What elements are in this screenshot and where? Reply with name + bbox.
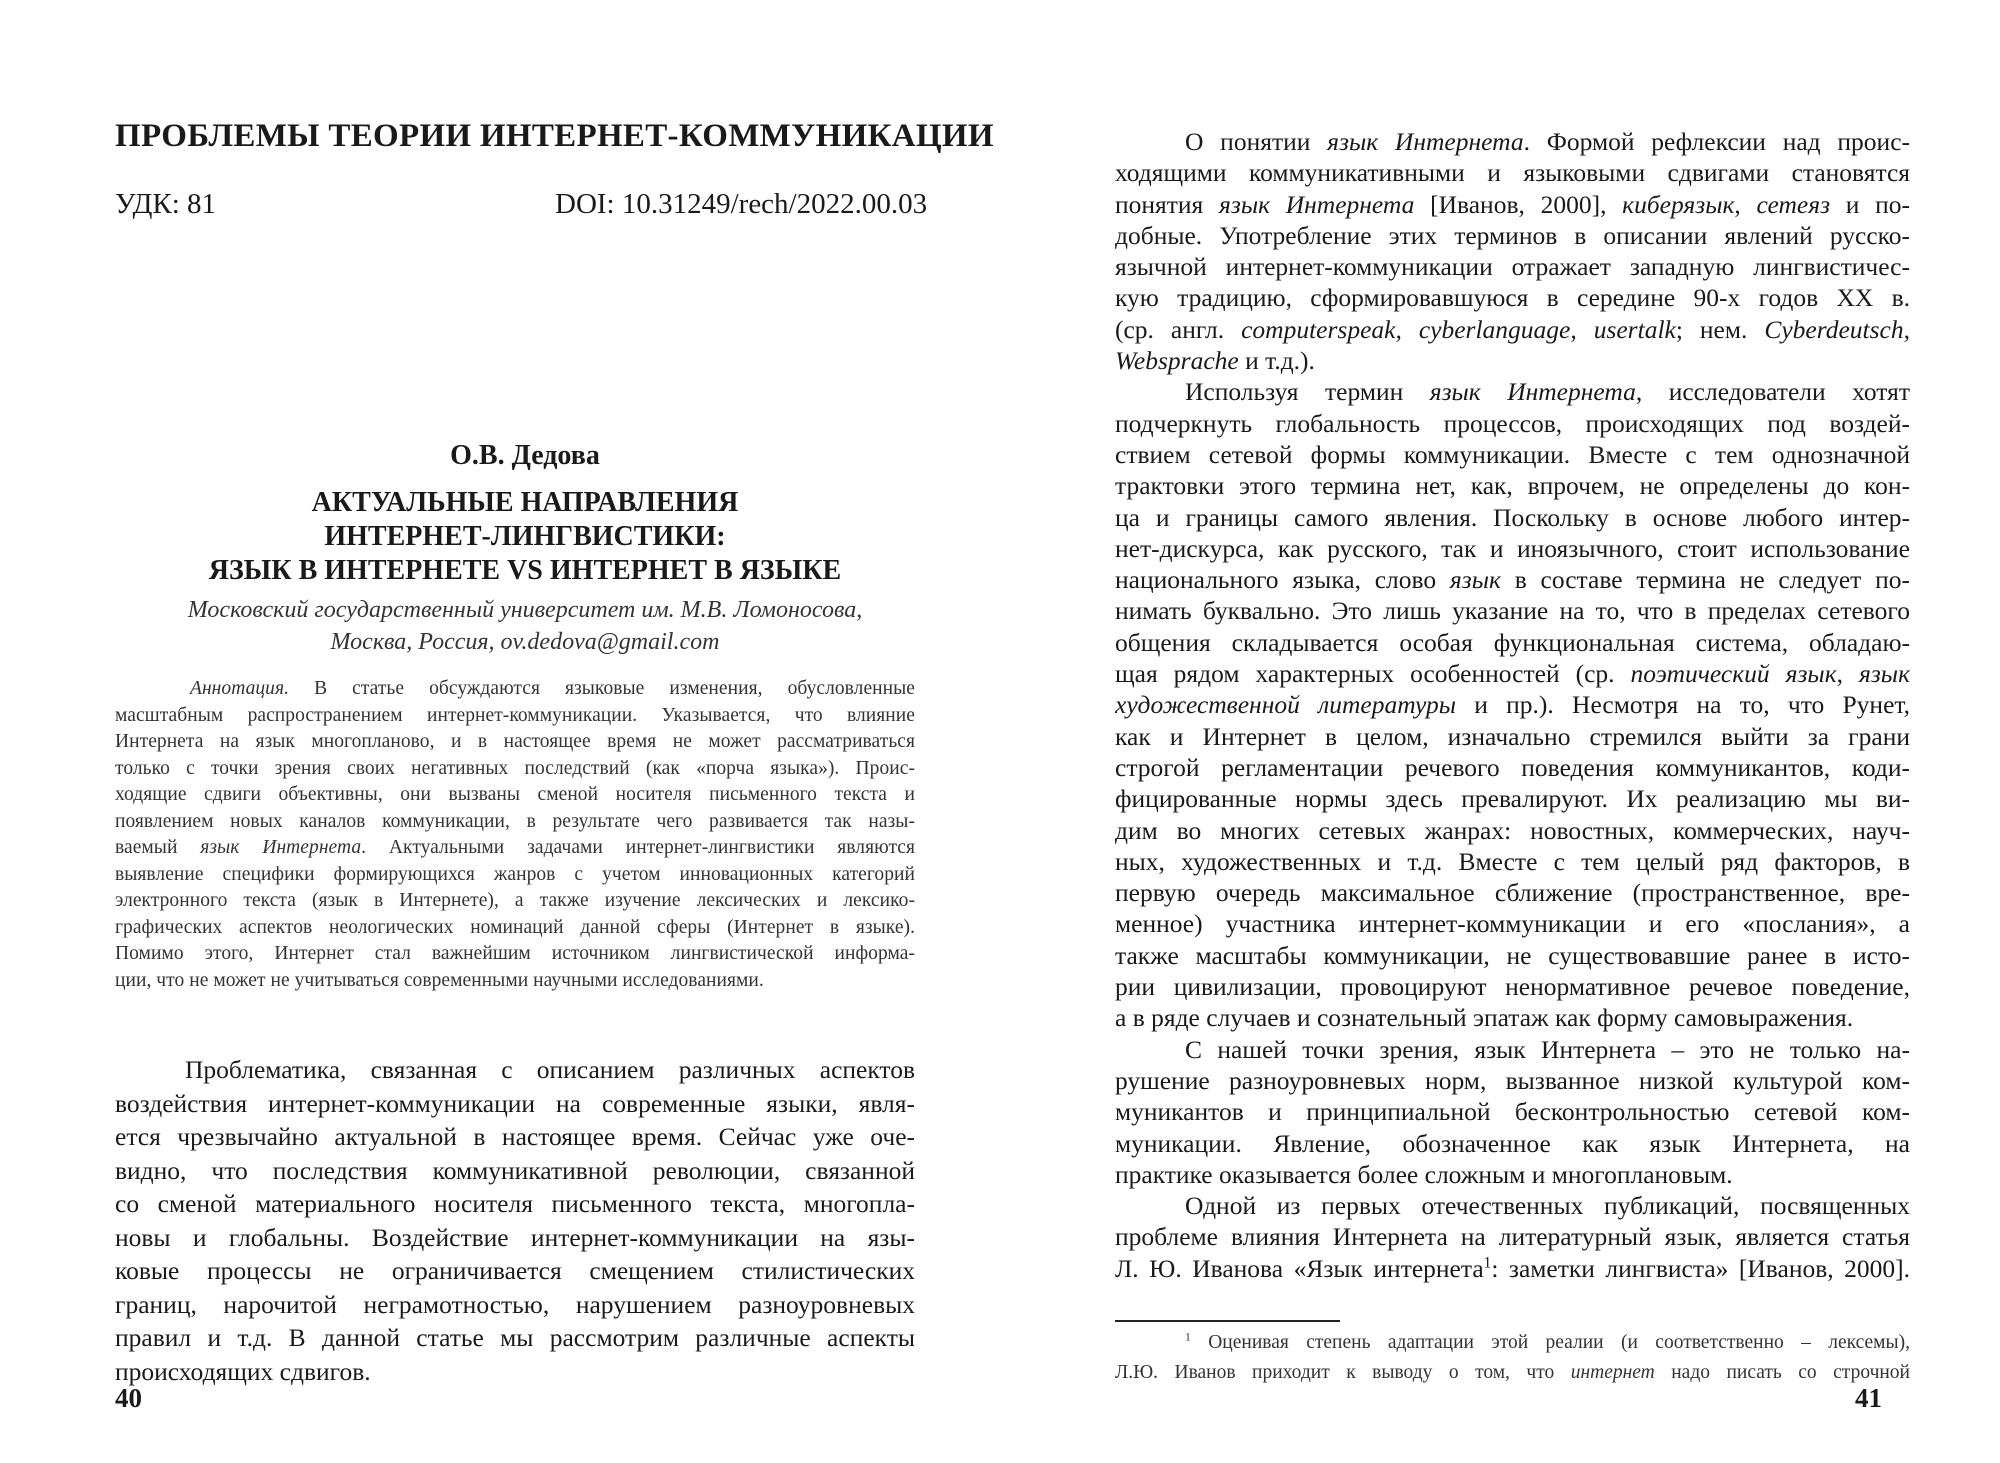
body-line: происходящих сдвигов.: [115, 1356, 371, 1386]
abstract-line: ции, что не может не учитываться современными научными исследованиями.: [115, 969, 764, 991]
body-line: национального языка, слово язык в составе термина не следует по-: [1115, 565, 1910, 595]
abstract-line: выявление специфики формирующихся жанров с учетом инновационных категорий: [115, 863, 915, 885]
article-title: [115, 486, 935, 588]
body-line: дим во многих сетевых жанрах: новостных, коммерческих, науч-: [1115, 815, 1910, 845]
body-line: Одной из первых отечественных публикаций, посвященных: [1185, 1191, 1910, 1221]
abstract-line: ходящие сдвиги объективны, они вызваны сменой носителя письменного текста и: [115, 784, 915, 805]
abstract-line: ваемый язык Интернета. Актуальными задачами интернет-лингвистики являются: [115, 837, 915, 858]
author-name: О.В. Дедова: [450, 440, 600, 471]
body-line: Websprache и т.д.).: [1115, 346, 1315, 376]
body-line: муникации. Явление, обозначенное как язык Интернета, на: [1115, 1128, 1910, 1158]
body-line: воздействия интернет-коммуникации на современные языки, явля-: [115, 1088, 915, 1118]
section-title: ПРОБЛЕМЫ ТЕОРИИ ИНТЕРНЕТ-КОММУНИКАЦИИ: [115, 118, 994, 154]
abstract-line: Помимо этого, Интернет стал важнейшим источником лингвистической информа-: [115, 943, 915, 964]
body-line: границ, нарочитой неграмотностью, нарушением разноуровневых: [115, 1289, 915, 1319]
abstract-line: электронного текста (язык в Интернете), а также изучение лексических и лексико-: [115, 890, 915, 911]
body-line: художественной литературы и пр.). Несмотря на то, что Рунет,: [1115, 690, 1910, 720]
right-page: [1000, 0, 2000, 1463]
abstract-line: Интернета на язык многопланово, и в настоящее время не может рассматриваться: [115, 731, 915, 752]
body-line: С нашей точки зрения, язык Интернета – это не только на-: [1185, 1034, 1910, 1064]
body-line: ется чрезвычайно актуальной в настоящее время. Сейчас уже оче-: [115, 1122, 915, 1151]
article-title-line: ИНТЕРНЕТ-ЛИНГВИСТИКИ:: [324, 521, 726, 552]
body-line: ковые процессы не ограничивается смещением стилистических: [115, 1256, 915, 1285]
abstract-line: появлением новых каналов коммуникации, в результате чего развивается так назы-: [115, 810, 915, 832]
body-text-right: [1115, 126, 1910, 1284]
body-line: Проблематика, связанная с описанием различных аспектов: [185, 1055, 915, 1084]
body-line: рушение разноуровневых норм, вызванное низкой культурой ком-: [1115, 1065, 1910, 1095]
body-line: подчеркнуть глобальность процессов, происходящих под воздей-: [1115, 408, 1910, 438]
article-title-line: ЯЗЫК В ИНТЕРНЕТЕ VS ИНТЕРНЕТ В ЯЗЫКЕ: [208, 555, 842, 586]
page-number: 40: [115, 1383, 142, 1413]
body-line: строгой регламентации речевого поведения коммуникантов, коди-: [1115, 752, 1910, 782]
body-line: кую традицию, сформировавшуюся в середине 90-х годов XX в.: [1115, 283, 1910, 313]
body-line: щая рядом характерных особенностей (ср. поэтический язык, язык: [1115, 659, 1910, 689]
page-number: 41: [1855, 1383, 1882, 1413]
body-line: также масштабы коммуникации, не существовавшие ранее в исто-: [1115, 940, 1910, 970]
body-line: фицированные нормы здесь превалируют. Их реализацию мы ви-: [1115, 784, 1910, 814]
footnote-divider: [1115, 1320, 1340, 1322]
body-line: нет-дискурса, как русского, так и иноязычного, стоит использование: [1115, 533, 1910, 563]
article-title-line: АКТУАЛЬНЫЕ НАПРАВЛЕНИЯ: [311, 487, 739, 518]
abstract-line: только с точки зрения своих негативных последствий (как «порча языка»). Проис-: [115, 757, 915, 779]
body-line: Л. Ю. Иванова «Язык интернета$^1$: заметки лингвиста» [Иванов, 2000].: [1115, 1253, 1910, 1283]
footnote-ref[interactable]: 1: [1483, 1254, 1492, 1272]
body-line: со сменой материального носителя письменного текста, многопла-: [115, 1189, 915, 1218]
body-line: (ср. англ. computerspeak, cyberlanguage, usertalk; нем. Cyberdeutsch,: [1115, 314, 1910, 344]
body-line: ходящими коммуникативными и языковыми сдвигами становятся: [1115, 158, 1910, 188]
body-line: правил и т.д. В данной статье мы рассмотрим различные аспекты: [115, 1323, 915, 1352]
body-line: нимать буквально. Это лишь указание на то, что в пределах сетевого: [1115, 596, 1910, 626]
body-line: а в ряде случаев и сознательный эпатаж как форму самовыражения.: [1115, 1003, 1854, 1033]
body-line: проблеме влияния Интернета на литературный язык, является статья: [1115, 1222, 1910, 1252]
udk-code: УДК: 81: [115, 188, 217, 220]
footnote-line: Л.Ю. Иванов приходит к выводу о том, что интернет надо писать со строчной: [1115, 1362, 1910, 1383]
footnote-line: $^1$ Оценивая степень адаптации этой реалии (и соответственно – лексемы),: [1185, 1330, 1910, 1353]
body-line: рии цивилизации, провоцируют ненормативное речевое поведение,: [1115, 972, 1910, 1002]
body-line: практике оказывается более сложным и многоплановым.: [1115, 1159, 1733, 1189]
abstract-label: Аннотация.: [190, 678, 290, 699]
body-line: общения складывается особая функциональная система, обладаю-: [1115, 627, 1910, 657]
body-line: язычной интернет-коммуникации отражает западную лингвистичес-: [1115, 252, 1910, 282]
body-line: ных, художественных и т.д. Вместе с тем целый ряд факторов, в: [1115, 846, 1910, 876]
abstract-line: Аннотация. В статье обсуждаются языковые изменения, обусловленные: [190, 678, 915, 699]
body-line: О понятии язык Интернета. Формой рефлексии над проис-: [1185, 127, 1910, 156]
body-line: добные. Употребление этих терминов в описании явлений русско-: [1115, 220, 1910, 250]
body-line: менное) участника интернет-коммуникации и его «послания», а: [1115, 909, 1910, 939]
body-line: понятия язык Интернета [Иванов, 2000], киберязык, сетеяз и по-: [1115, 189, 1910, 219]
affiliation-line: Москва, Россия, ov.dedova@gmail.com: [330, 629, 720, 655]
abstract-line: графических аспектов неологических номинаций данной сферы (Интернет в языке).: [115, 916, 915, 938]
abstract-line: масштабным распространением интернет-коммуникации. Указывается, что влияние: [115, 704, 915, 726]
doi: DOI: 10.31249/rech/2022.00.03: [555, 188, 928, 220]
body-line: ца и границы самого явления. Поскольку в основе любого интер-: [1115, 502, 1910, 532]
body-line: трактовки этого термина нет, как, впрочем, не определены до кон-: [1115, 471, 1910, 501]
body-line: первую очередь максимальное сближение (пространственное, вре-: [1115, 878, 1910, 908]
body-line: ствием сетевой формы коммуникации. Вместе с тем однозначной: [1115, 439, 1910, 469]
body-text-left: [115, 1053, 915, 1388]
footnote: [1115, 1328, 1910, 1388]
body-line: как и Интернет в целом, изначально стремился выйти за грани: [1115, 721, 1910, 751]
body-line: Используя термин язык Интернета, исследователи хотят: [1185, 377, 1910, 407]
affiliation: [115, 594, 935, 658]
body-line: муникантов и принципиальной бесконтрольностью сетевой ком-: [1115, 1097, 1910, 1127]
body-line: новы и глобальны. Воздействие интернет-коммуникации на язы-: [115, 1222, 915, 1252]
affiliation-line: Московский государственный университет им. М.В. Ломоносова,: [187, 597, 863, 623]
abstract: [115, 676, 915, 994]
body-line: видно, что последствия коммуникативной революции, связанной: [115, 1155, 915, 1185]
